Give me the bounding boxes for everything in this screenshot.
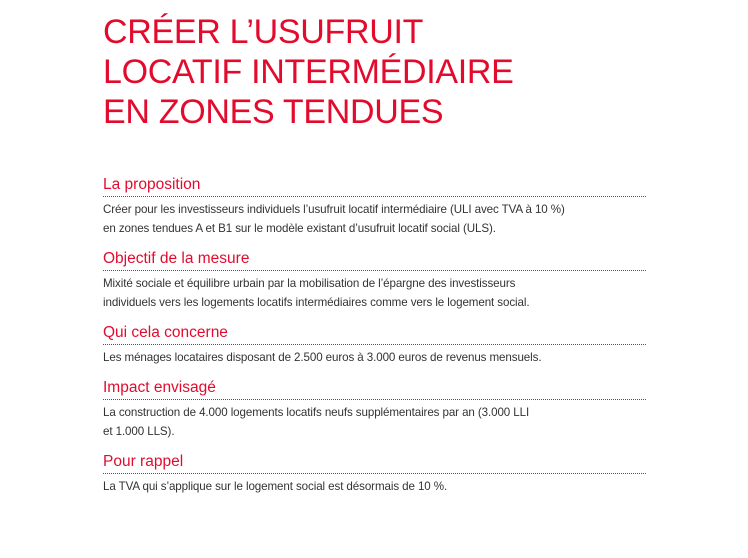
body-line: Créer pour les investisseurs individuels l’usufruit locatif intermédiaire (ULI avec TVA à 10 %) (103, 203, 565, 216)
body-line: et 1.000 LLS). (103, 425, 175, 438)
body-line: La TVA qui s’applique sur le logement social est désormais de 10 %. (103, 480, 448, 493)
section-concerne (103, 324, 646, 367)
section-body (103, 474, 646, 496)
section-body (103, 271, 646, 312)
body-line: en zones tendues A et B1 sur le modèle existant d’usufruit locatif social (ULS). (103, 222, 496, 235)
section-heading: Objectif de la mesure (103, 250, 646, 271)
body-line: individuels vers les logements locatifs intermédiaires comme vers le logement social. (103, 296, 530, 309)
section-heading: Impact envisagé (103, 379, 646, 400)
section-impact (103, 379, 646, 441)
title-line: LOCATIF INTERMÉDIAIRE (103, 53, 514, 91)
sections-list (103, 176, 646, 496)
section-body (103, 345, 646, 367)
body-line: La construction de 4.000 logements locatifs neufs supplémentaires par an (3.000 LLI (103, 406, 530, 419)
document-page (103, 12, 646, 508)
title-line: EN ZONES TENDUES (103, 93, 444, 131)
section-rappel (103, 453, 646, 496)
page-title (103, 12, 646, 132)
section-proposition (103, 176, 646, 238)
section-body (103, 400, 646, 441)
section-objectif (103, 250, 646, 312)
section-heading: La proposition (103, 176, 646, 197)
body-line: Les ménages locataires disposant de 2.500 euros à 3.000 euros de revenus mensuels. (103, 351, 542, 364)
section-body (103, 197, 646, 238)
body-line: Mixité sociale et équilibre urbain par la mobilisation de l’épargne des investisseurs (103, 277, 516, 290)
section-heading: Qui cela concerne (103, 324, 646, 345)
title-line: CRÉER L’USUFRUIT (103, 13, 424, 51)
section-heading: Pour rappel (103, 453, 646, 474)
